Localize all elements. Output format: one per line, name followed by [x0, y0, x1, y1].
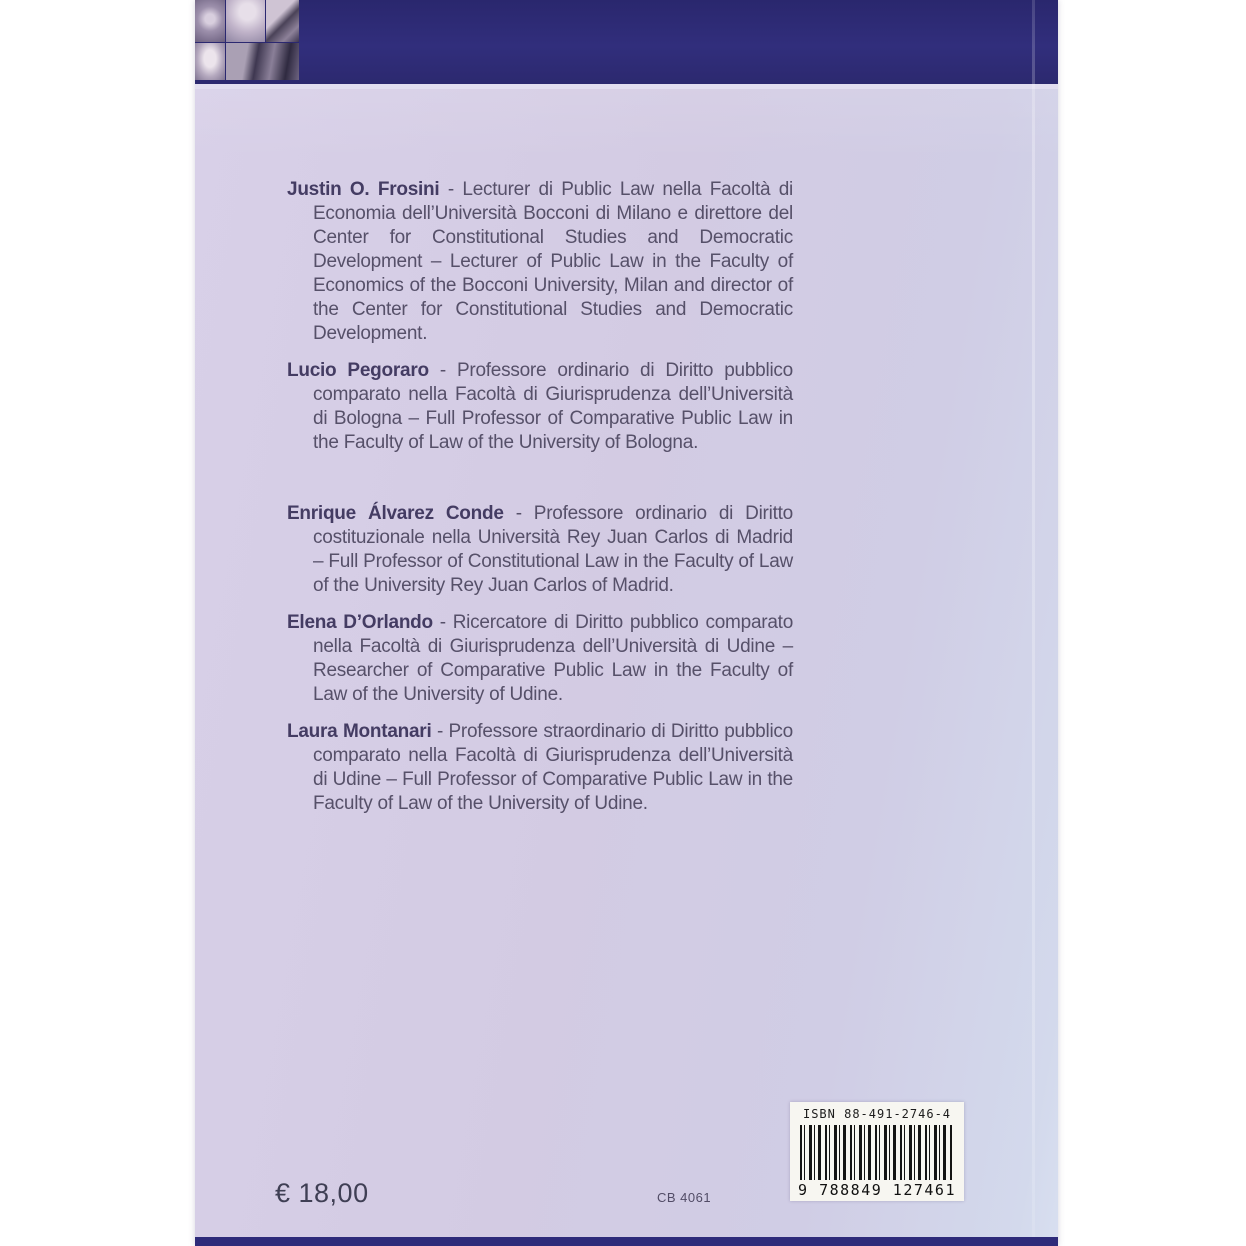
- print-code-label: CB 4061: [657, 1190, 712, 1205]
- collage-photo: [195, 0, 225, 42]
- collage-photo: [226, 0, 265, 42]
- collage-photo: [195, 43, 225, 80]
- author-name: Lucio Pegoraro: [287, 360, 429, 381]
- author-paragraph: Enrique Álvarez Conde - Professore ordinario di Diritto costituzionale nella Università Rey Juan Carlos di Madrid – Full Professor of Constitutional Law in the Faculty of Law of the University Rey Juan Carlos of Madrid.: [287, 503, 793, 596]
- author-paragraph: Elena D’Orlando - Ricercatore di Diritto pubblico comparato nella Facoltà di Giurisprudenza dell’Università di Udine – Researcher of Comparative Public Law in the Faculty of Law of the University of Udine.: [287, 612, 794, 705]
- isbn-label: ISBN 88-491-2746-4: [802, 1107, 952, 1121]
- author-name: Enrique Álvarez Conde: [287, 503, 504, 524]
- author-name: Justin O. Frosini: [287, 179, 440, 200]
- author-name: Laura Montanari: [287, 721, 432, 742]
- isbn-barcode: [790, 1102, 964, 1201]
- bottom-banner: [195, 1237, 1058, 1246]
- barcode-digits: 9 788849 127461: [798, 1181, 956, 1199]
- cover-edge-highlight: [1032, 0, 1035, 1246]
- author-name: Elena D’Orlando: [287, 612, 433, 633]
- book-back-cover: [195, 0, 1058, 1246]
- author-paragraph: Lucio Pegoraro - Professore ordinario di Diritto pubblico comparato nella Facoltà di Giurisprudenza dell’Università di Bologna – Full Professor of Comparative Public Law in the Faculty of Law of the University of Bologna.: [287, 360, 793, 453]
- barcode-bars: [800, 1125, 954, 1180]
- photo-collage: [195, 0, 299, 80]
- price-label: € 18,00: [275, 1178, 369, 1208]
- author-bios: [287, 0, 793, 829]
- author-paragraph: Laura Montanari - Professore straordinario di Diritto pubblico comparato nella Facoltà di Giurisprudenza dell’Università di Udine – Full Professor of Comparative Public Law in the Faculty of Law of the University of Udine.: [287, 721, 793, 814]
- author-paragraph: Justin O. Frosini - Lecturer di Public Law nella Facoltà di Economia dell’Università Bocconi di Milano e direttore del Center for Constitutional Studies and Democratic Development – Lecturer of Public Law in the Faculty of Economics of the Bocconi University, Milan and director of the Center for Constitutional Studies and Democratic Development.: [287, 179, 794, 344]
